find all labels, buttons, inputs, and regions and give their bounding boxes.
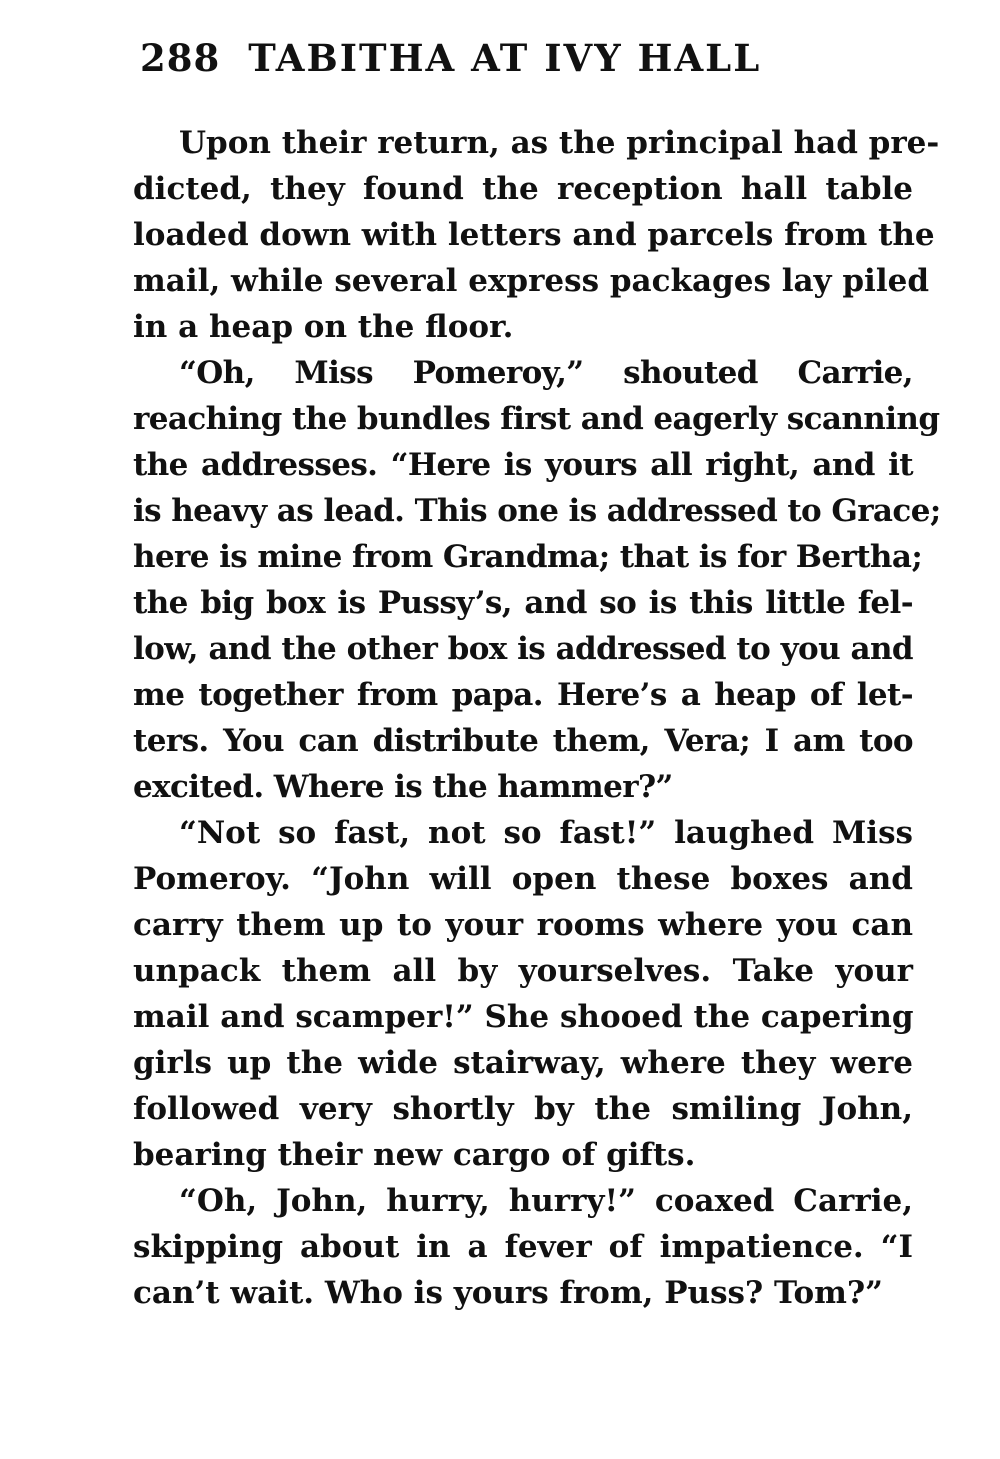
text-line: low, and the other box is addressed to you and (133, 631, 913, 667)
text-line: in a heap on the floor. (133, 309, 514, 345)
text-line: can’t wait. Who is yours from, Puss? Tom?” (133, 1275, 883, 1311)
text-line: bearing their new cargo of gifts. (133, 1137, 696, 1173)
text-line: “Oh, Miss Pomeroy,” shouted Carrie, (179, 355, 913, 391)
text-line: mail and scamper!” She shooed the capering (133, 999, 914, 1035)
text-line: excited. Where is the hammer?” (133, 769, 673, 805)
text-line: “Oh, John, hurry, hurry!” coaxed Carrie, (179, 1183, 913, 1219)
text-line: unpack them all by yourselves. Take your (133, 953, 913, 989)
text-line: reaching the bundles first and eagerly scanning (133, 401, 940, 437)
text-line: girls up the wide stairway, where they were (133, 1045, 913, 1081)
text-line: dicted, they found the reception hall table (133, 171, 913, 207)
text-line: ters. You can distribute them, Vera; I am too (133, 723, 913, 759)
text-line: mail, while several express packages lay piled (133, 263, 929, 299)
text-line: loaded down with letters and parcels from the (133, 217, 935, 253)
page-header (140, 38, 910, 78)
running-title: TABITHA AT IVY HALL (248, 36, 762, 80)
text-line: skipping about in a fever of impatience. “I (133, 1229, 913, 1265)
text-line: followed very shortly by the smiling John, (133, 1091, 913, 1127)
paragraph-2 (133, 350, 941, 810)
text-line: “Not so fast, not so fast!” laughed Miss (179, 815, 913, 851)
text-line: Upon their return, as the principal had pre- (179, 125, 940, 161)
text-line: here is mine from Grandma; that is for Bertha; (133, 539, 923, 575)
text-line: Pomeroy. “John will open these boxes and (133, 861, 913, 897)
paragraph-1 (133, 120, 940, 350)
text-line: me together from papa. Here’s a heap of let- (133, 677, 913, 713)
paragraph-3 (133, 810, 913, 1178)
paragraph-4 (133, 1178, 913, 1316)
text-line: is heavy as lead. This one is addressed to Grace; (133, 493, 941, 529)
page-number: 288 (140, 36, 221, 80)
text-line: the addresses. “Here is yours all right, and it (133, 447, 913, 483)
body-text (133, 120, 941, 1316)
text-line: carry them up to your rooms where you can (133, 907, 913, 943)
text-line: the big box is Pussy’s, and so is this little fel- (133, 585, 913, 621)
